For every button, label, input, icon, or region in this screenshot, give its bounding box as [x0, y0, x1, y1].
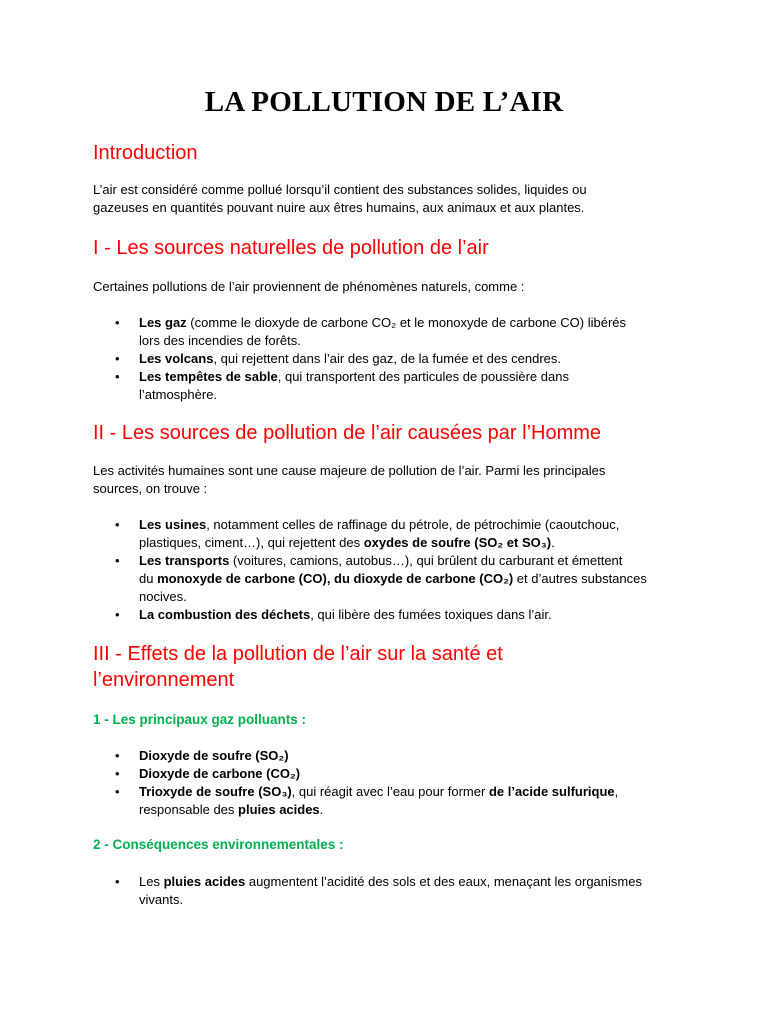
list-item — [139, 314, 679, 350]
list-item-text: , — [614, 784, 619, 799]
section-1-list — [139, 314, 679, 404]
list-item-text: (comme le dioxyde de carbone CO₂ et le monoxyde de carbone CO) libérés — [186, 315, 627, 330]
list-item — [139, 350, 679, 368]
section-3-heading-line1: III - Effets de la pollution de l’air sur la santé et — [93, 643, 503, 665]
list-item-text: nocives. — [139, 589, 187, 604]
list-item-text: , qui transportent des particules de poussière dans — [277, 369, 569, 384]
list-item-text: , notamment celles de raffinage du pétrole, de pétrochimie (caoutchouc, — [206, 517, 620, 532]
list-item — [139, 765, 679, 783]
subsection-1-heading: 1 - Les principaux gaz polluants : — [93, 712, 307, 727]
list-item — [139, 873, 679, 909]
list-item-text: du — [139, 571, 158, 586]
list-item-text: . — [319, 802, 324, 817]
introduction-text — [93, 181, 673, 217]
list-item-text: responsable des — [139, 802, 239, 817]
subsection-1-list — [139, 747, 679, 819]
list-item — [139, 783, 679, 819]
section-3-heading — [93, 641, 693, 693]
section-2-list — [139, 516, 679, 624]
list-item-bold: Les usines — [139, 517, 207, 532]
list-item-text: . — [551, 535, 555, 550]
list-item-bold: monoxyde de carbone (CO), du dioxyde de carbone (CO₂) — [157, 571, 514, 586]
subsection-2-list — [139, 873, 679, 909]
section-2-heading: II - Les sources de pollution de l’air causées par l’Homme — [93, 422, 602, 444]
list-item — [139, 368, 679, 404]
list-item-text: vivants. — [139, 892, 184, 907]
list-item — [139, 747, 679, 765]
list-item-bold: Les volcans — [139, 351, 214, 366]
list-item-text: , qui rejettent dans l’air des gaz, de la fumée et des cendres. — [213, 351, 562, 366]
list-item-bold: La combustion des déchets — [139, 607, 311, 622]
list-item — [139, 516, 679, 552]
list-item-text: et d’autres substances — [513, 571, 647, 586]
list-item-text: Les — [139, 874, 164, 889]
list-item-bold: Dioxyde de carbone (CO₂) — [139, 766, 301, 781]
list-item-text: l’atmosphère. — [139, 387, 218, 402]
document-title: LA POLLUTION DE L’AIR — [204, 86, 564, 118]
list-item-text: plastiques, ciment…), qui rejettent des — [139, 535, 364, 550]
list-item-text: , qui réagit avec l’eau pour former — [291, 784, 489, 799]
section-1-heading: I - Les sources naturelles de pollution de l’air — [93, 237, 489, 259]
list-item-text: lors des incendies de forêts. — [139, 333, 301, 348]
list-item-bold: pluies acides — [163, 874, 246, 889]
introduction-text-line2: gazeuses en quantités pouvant nuire aux êtres humains, aux animaux et aux plantes. — [93, 200, 585, 215]
section-2-intro-line1: Les activités humaines sont une cause majeure de pollution de l’air. Parmi les principales — [93, 463, 606, 478]
list-item-text: augmentent l’acidité des sols et des eaux, menaçant les organismes — [245, 874, 642, 889]
list-item — [139, 552, 679, 606]
list-item-bold: Trioxyde de soufre (SO₃) — [139, 784, 292, 799]
section-3-heading-line2: l’environnement — [93, 669, 235, 691]
section-2-intro-line2: sources, on trouve : — [93, 481, 208, 496]
subsection-2-heading: 2 - Conséquences environnementales : — [93, 837, 344, 852]
introduction-heading: Introduction — [93, 142, 198, 164]
list-item-bold: Dioxyde de soufre (SO₂) — [139, 748, 289, 763]
list-item-bold: oxydes de soufre (SO₂ et SO₃) — [363, 535, 552, 550]
list-item-text: (voitures, camions, autobus…), qui brûlent du carburant et émettent — [229, 553, 623, 568]
section-1-intro: Certaines pollutions de l’air proviennent de phénomènes naturels, comme : — [93, 279, 525, 294]
list-item-bold: Les gaz — [139, 315, 187, 330]
list-item-bold: Les transports — [139, 553, 230, 568]
introduction-text-line1: L’air est considéré comme pollué lorsqu’il contient des substances solides, liquides ou — [93, 182, 587, 197]
list-item-bold: Les tempêtes de sable — [139, 369, 278, 384]
section-2-intro — [93, 462, 673, 498]
list-item — [139, 606, 679, 624]
list-item-bold: de l’acide sulfurique — [488, 784, 615, 799]
list-item-text: , qui libère des fumées toxiques dans l’air. — [310, 607, 552, 622]
list-item-bold: pluies acides — [238, 802, 320, 817]
